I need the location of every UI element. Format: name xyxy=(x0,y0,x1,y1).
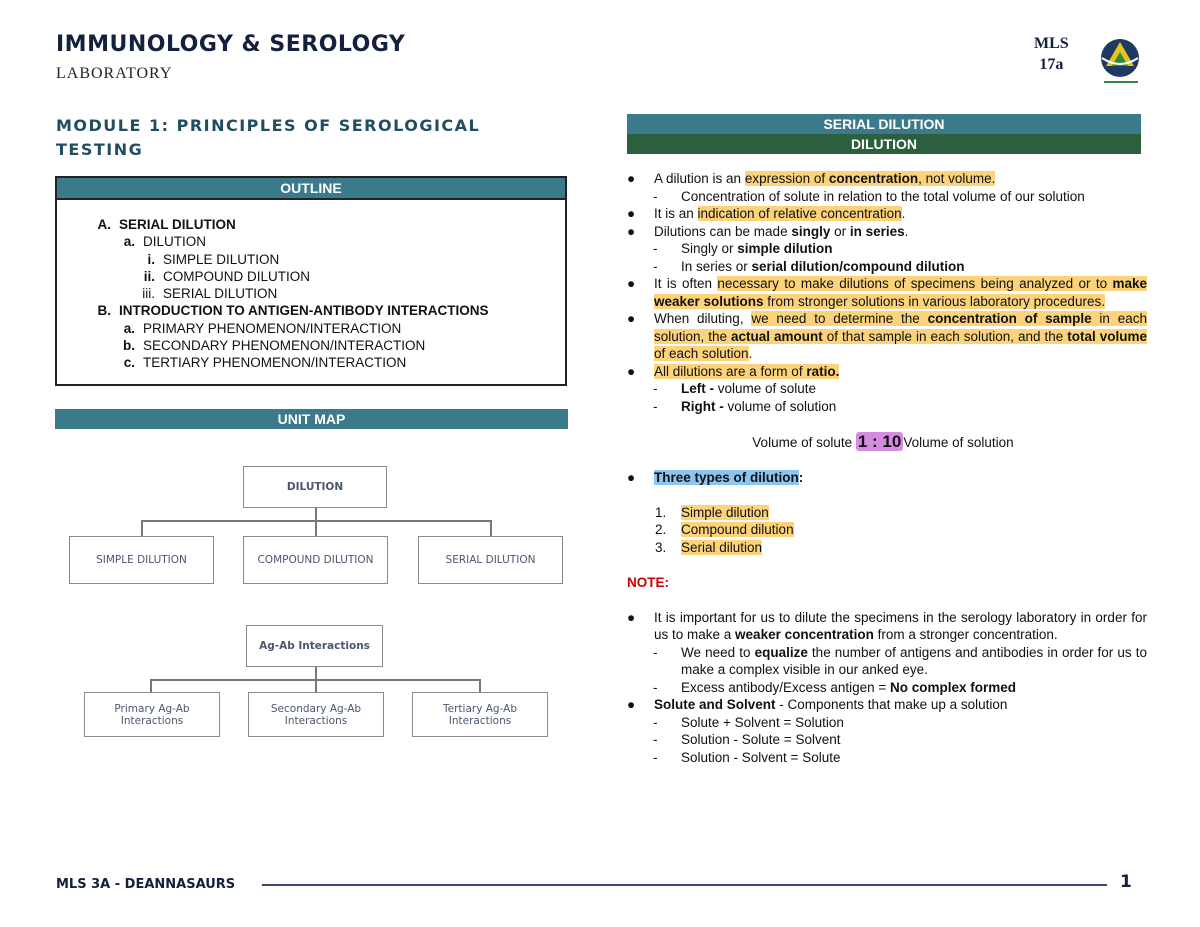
dilution-notes xyxy=(627,170,1147,766)
course-code-line1: MLS xyxy=(1034,35,1069,52)
course-code xyxy=(1034,33,1069,75)
map-node-ag-ab-interactions: Ag-Ab Interactions xyxy=(246,625,383,667)
outline-item: ii. COMPOUND DILUTION xyxy=(143,268,311,284)
list-item: ● A dilution is an expression of concentration, not volume. xyxy=(627,171,996,186)
map-node-secondary-ag-ab: Secondary Ag-Ab Interactions xyxy=(248,692,384,737)
map-node-tertiary-ag-ab: Tertiary Ag-Ab Interactions xyxy=(412,692,548,737)
outline-item: B. INTRODUCTION TO ANTIGEN-ANTIBODY INTERACTIONS xyxy=(97,303,489,319)
list-item: - In series or serial dilution/compound dilution xyxy=(653,258,965,274)
list-item: - Left - volume of solute xyxy=(653,381,817,396)
list-item: 1. Simple dilution xyxy=(655,504,769,520)
outline-header: OUTLINE xyxy=(57,178,565,200)
map-node-compound-dilution: COMPOUND DILUTION xyxy=(243,536,388,584)
outline-item: i. SIMPLE DILUTION xyxy=(147,251,280,267)
module-title: MODULE 1: PRINCIPLES OF SEROLOGICAL TESTING xyxy=(56,116,481,159)
map-node-serial-dilution: SERIAL DILUTION xyxy=(418,536,563,584)
map-node-dilution: DILUTION xyxy=(243,466,387,508)
footer-author: MLS 3A - DEANNASAURS xyxy=(56,877,236,892)
list-item: 3. Serial dilution xyxy=(655,539,763,555)
list-item: - We need to equalize the number of antigens and antibodies in order for us to make a complex visible in our anked eye. xyxy=(653,644,1147,677)
ratio-value: 1 : 10 xyxy=(857,431,902,451)
note-label: NOTE: xyxy=(627,574,669,590)
list-item: - Excess antibody/Excess antigen = No complex formed xyxy=(653,679,1017,695)
list-item: ● It is important for us to dilute the specimens in the serology laboratory in order for us to make a weaker concentration from a stronger concentration. xyxy=(627,609,1147,642)
list-item: ● It is an indication of relative concentration. xyxy=(627,206,906,221)
list-item: - Solution - Solvent = Solute xyxy=(653,749,841,765)
footer-divider xyxy=(262,884,1107,886)
outline-item: c. TERTIARY PHENOMENON/INTERACTION xyxy=(123,355,407,371)
dilution-types-list xyxy=(627,504,1147,557)
list-item: ● Three types of dilution: xyxy=(627,469,804,485)
list-item: - Concentration of solute in relation to the total volume of our solution xyxy=(653,188,1085,204)
list-item: ● Dilutions can be made singly or in series. xyxy=(627,223,909,239)
document-title: IMMUNOLOGY & SEROLOGY xyxy=(56,32,406,57)
list-item: ● It is often necessary to make dilutions of specimens being analyzed or to make weaker solutions from stronger solutions in various laboratory procedures. xyxy=(627,276,1147,309)
list-item: - Solution - Solute = Solvent xyxy=(653,732,841,747)
ratio-example: Volume of solute 1 : 10 Volume of solution xyxy=(752,431,1014,451)
section-header-serial-dilution: SERIAL DILUTION xyxy=(627,114,1141,134)
outline-item: A. SERIAL DILUTION xyxy=(97,217,236,232)
unit-map-header: UNIT MAP xyxy=(55,409,568,429)
equations-list xyxy=(627,714,1147,767)
outline-item: a. DILUTION xyxy=(123,234,207,250)
list-item: - Right - volume of solution xyxy=(653,398,837,414)
outline-box xyxy=(55,176,567,386)
list-item: ● When diluting, we need to determine the concentration of sample in each solution, the actual amount of that sample in each solution, and the total volume of each solution. xyxy=(627,311,1147,361)
outline-item: iii. SERIAL DILUTION xyxy=(142,286,278,302)
org-logo-icon xyxy=(1098,36,1144,86)
map-node-primary-ag-ab: Primary Ag-Ab Interactions xyxy=(84,692,220,737)
map-node-simple-dilution: SIMPLE DILUTION xyxy=(69,536,214,584)
document-subtitle: LABORATORY xyxy=(56,65,173,82)
outline-item: a. PRIMARY PHENOMENON/INTERACTION xyxy=(123,320,402,336)
outline-item: b. SECONDARY PHENOMENON/INTERACTION xyxy=(123,338,426,354)
sub-header-dilution: DILUTION xyxy=(627,134,1141,154)
list-item: ● Solute and Solvent - Components that make up a solution xyxy=(627,697,1008,712)
list-item: - Singly or simple dilution xyxy=(653,241,833,256)
list-item: - Solute + Solvent = Solution xyxy=(653,714,844,730)
page-number: 1 xyxy=(1120,872,1132,892)
list-item: 2. Compound dilution xyxy=(655,522,794,537)
course-code-line2: 17a xyxy=(1039,56,1064,73)
list-item: ● All dilutions are a form of ratio. xyxy=(627,363,840,379)
outline-list xyxy=(91,216,489,372)
